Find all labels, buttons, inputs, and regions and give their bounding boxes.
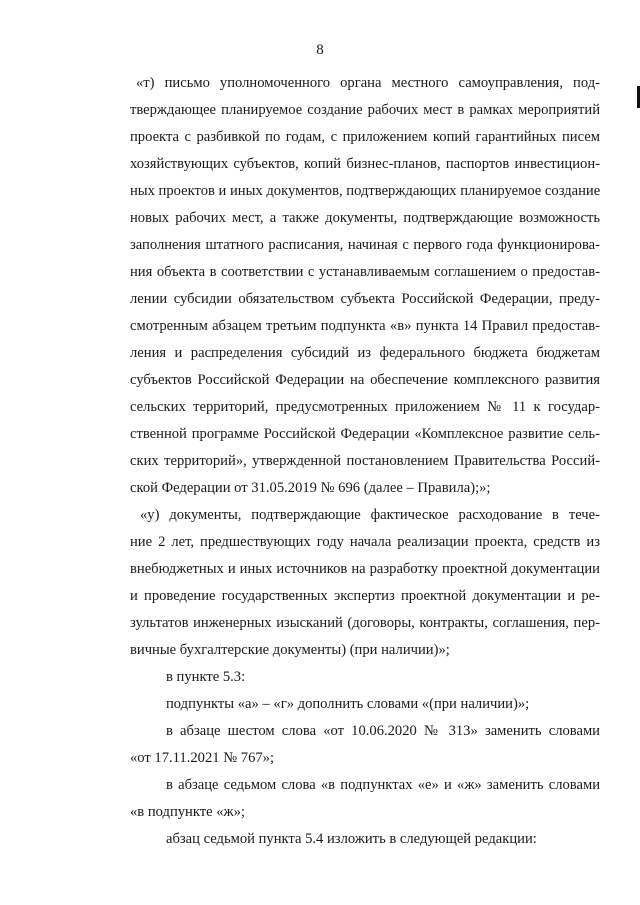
item-5-3-para7-line-1: в абзаце седьмом слова «в подпунктах «е» и «ж» заменить словами [166,777,600,793]
item-5-3-heading: в пункте 5.3: [166,669,246,685]
paragraph-t-line-14: ственной программе Российской Федерации «Комплексное развитие сель- [130,426,600,442]
paragraph-u-line-2: ние 2 лет, предшествующих году начала реализации проекта, средств из [130,534,600,550]
paragraph-t-line-9: лении субсидии обязательством субъекта Российской Федерации, преду- [130,291,600,307]
item-5-3-para6-line-2: «от 17.11.2021 № 767»; [130,750,275,766]
paragraph-t-line-12: субъектов Российской Федерации на обеспечение комплексного развития [130,372,600,388]
paragraph-t-line-5: ных проектов и иных документов, подтверждающих планируемое создание [130,183,601,199]
paragraph-t-line-7: заполнения штатного расписания, начиная с первого года функционирова- [130,237,600,253]
paragraph-t-line-8: ния объекта в соответствии с устанавливаемым соглашением о предостав- [130,264,600,280]
paragraph-t-line-6: новых рабочих мест, а также документы, подтверждающие возможность [130,210,600,226]
paragraph-t-line-2: тверждающее планируемое создание рабочих мест в рамках мероприятий [130,102,600,118]
paragraph-t-line-4: хозяйствующих субъектов, копий бизнес-планов, паспортов инвестицион- [130,156,600,172]
paragraph-u-line-3: внебюджетных и иных источников на разработку проектной документации [130,561,600,577]
paragraph-t-line-1: «т) письмо уполномоченного органа местного самоуправления, под- [136,75,600,91]
item-5-3-para7-line-2: «в подпункте «ж»; [130,804,245,820]
paragraph-t-line-13: сельских территорий, предусмотренных приложением № 11 к государ- [130,399,600,415]
paragraph-u-line-1: «у) документы, подтверждающие фактическое расходование в тече- [140,507,600,523]
item-5-3-para6-line-1: в абзаце шестом слова «от 10.06.2020 № 313» заменить словами [166,723,600,739]
item-5-4-line: абзац седьмой пункта 5.4 изложить в следующей редакции: [166,831,537,847]
paragraph-t-line-16: ской Федерации от 31.05.2019 № 696 (далее – Правила);»; [130,480,491,496]
paragraph-u-line-5: зультатов инженерных изысканий (договоры, контракты, соглашения, пер- [130,615,600,631]
paragraph-u-line-6: вичные бухгалтерские документы) (при наличии)»; [130,642,450,658]
paragraph-u-line-4: и проведение государственных экспертиз проектной документации и ре- [130,588,600,604]
paragraph-t-line-11: ления и распределения субсидий из федерального бюджета бюджетам [130,345,600,361]
paragraph-t-line-15: ских территорий», утвержденной постановлением Правительства Россий- [130,453,600,469]
paragraph-t-line-10: смотренным абзацем третьим подпункта «в» пункта 14 Правил предостав- [130,318,600,334]
page-number: 8 [316,42,324,58]
paragraph-t-line-3: проекта с разбивкой по годам, с приложением копий гарантийных писем [130,129,600,145]
item-5-3-subitems: подпункты «а» – «г» дополнить словами «(при наличии)»; [166,696,530,712]
